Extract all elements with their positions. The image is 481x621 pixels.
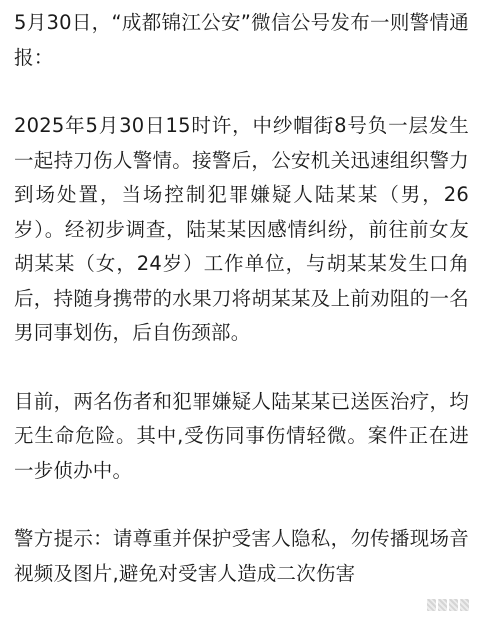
article-body	[14, 6, 469, 591]
intro-paragraph: 5月30日，“成都锦江公安”微信公号发布一则警情通报：	[14, 11, 469, 69]
incident-paragraph: 2025年5月30日15时许，中纱帽街8号负一层发生一起持刀伤人警情。接警后，公安机关迅速组织警力到场处置，当场控制犯罪嫌疑人陆某某（男，26岁）。经初步调查，陆某某因感情纠纷，前往前女友胡某某（女，24岁）工作单位，与胡某某发生口角后，持随身携带的水果刀将胡某某及上前劝阻的一名男同事划伤，后自伤颈部。	[14, 114, 469, 344]
status-paragraph: 目前，两名伤者和犯罪嫌疑人陆某某已送医治疗，均无生命危险。其中,受伤同事伤情轻微。案件正在进一步侦办中。	[14, 389, 469, 482]
watermark-icon	[419, 595, 477, 615]
police-notice-paragraph: 警方提示：请尊重并保护受害人隐私，勿传播现场音视频及图片,避免对受害人造成二次伤害	[14, 527, 469, 585]
